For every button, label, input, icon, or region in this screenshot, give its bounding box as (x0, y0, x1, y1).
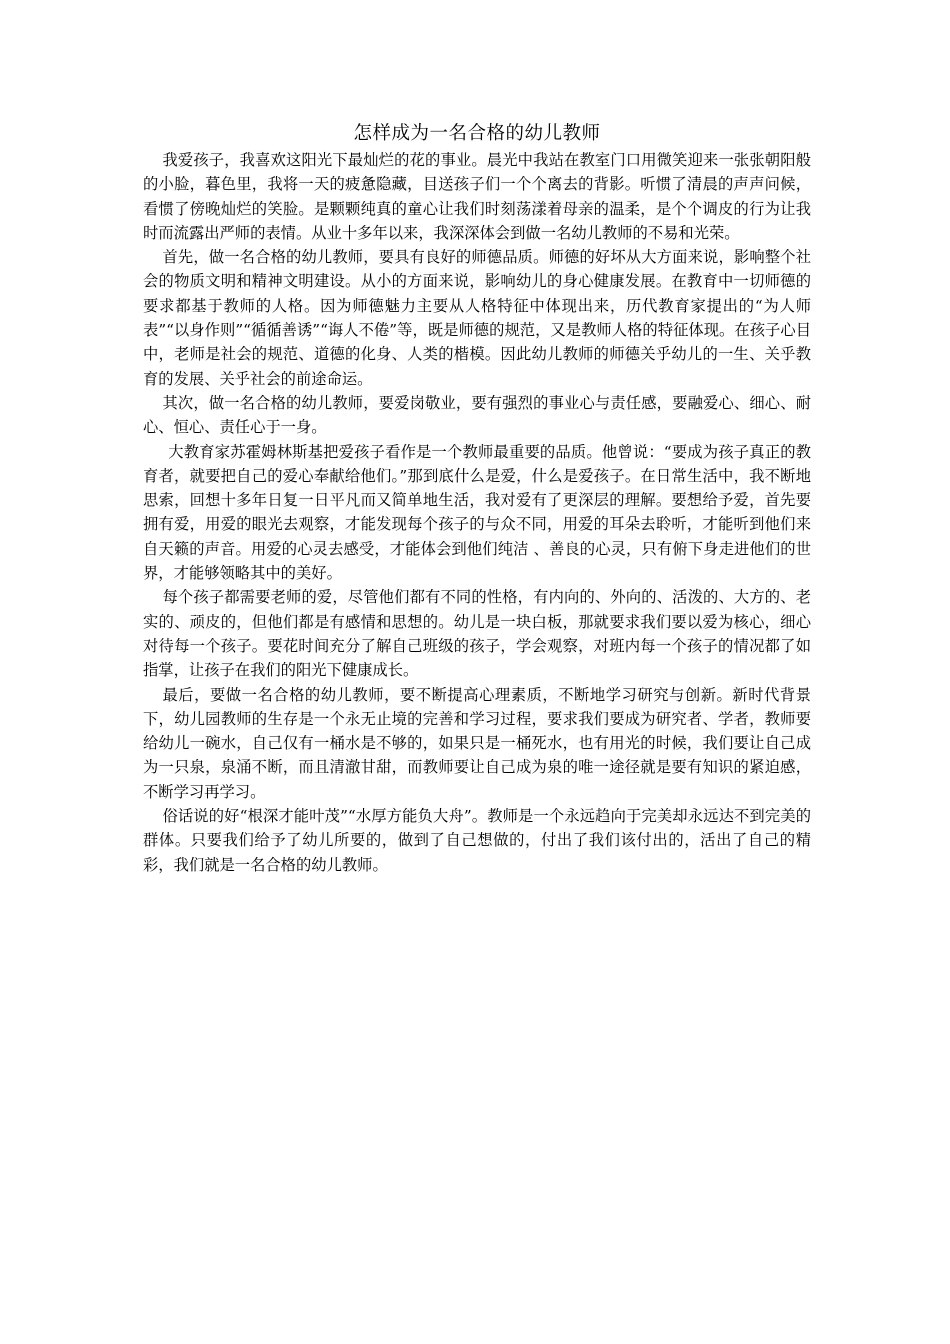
document-title: 怎样成为一名合格的幼儿教师 (353, 123, 601, 144)
paragraph-last-point: 最后，要做一名合格的幼儿教师，要不断提高心理素质，不断地学习研究与创新。新时代背景下，幼儿园教师的生存是一个永无止境的完善和学习过程，要求我们要成为研究者、学者，教师要给幼儿一碗水，自己仅有一桶水是不够的，如果只是一桶死水，也有用光的时候，我们要让自己成为一只泉，泉涌不断，而且清澈甘甜，而教师要让自己成为泉的唯一途径就是要有知识的紧迫感，不断学习再学习。 (143, 685, 811, 801)
document-page (143, 120, 811, 877)
paragraph-conclusion: 俗话说的好“根深才能叶茂”“水厚方能负大舟”。教师是一个永远趋向于完美却永远达不到完美的群体。只要我们给予了幼儿所要的，做到了自己想做的，付出了我们该付出的，活出了自己的精彩，我们就是一名合格的幼儿教师。 (143, 807, 811, 874)
paragraph-every-child: 每个孩子都需要老师的爱，尽管他们都有不同的性格，有内向的、外向的、活泼的、大方的、老实的、顽皮的，但他们都是有感情和思想的。幼儿是一块白板，那就要求我们要以爱为核心，细心对待每一个孩子。要花时间充分了解自己班级的孩子，学会观察，对班内每一个孩子的情况都了如指掌，让孩子在我们的阳光下健康成长。 (143, 588, 811, 680)
paragraph-first-point: 首先，做一名合格的幼儿教师，要具有良好的师德品质。师德的好坏从大方面来说，影响整个社会的物质文明和精神文明建设。从小的方面来说，影响幼儿的身心健康发展。在教育中一切师德的要求都基于教师的人格。因为师德魅力主要从人格特征中体现出来，历代教育家提出的“为人师表”“以身作则”“循循善诱”“诲人不倦”等，既是师德的规范，又是教师人格的特征体现。在孩子心目中，老师是社会的规范、道德的化身、人类的楷模。因此幼儿教师的师德关乎幼儿的一生、关乎教育的发展、关乎社会的前途命运。 (143, 248, 811, 388)
paragraph-sukhomlinsky: 大教育家苏霍姆林斯基把爱孩子看作是一个教师最重要的品质。他曾说：“要成为孩子真正的教育者，就要把自己的爱心奉献给他们。”那到底什么是爱，什么是爱孩子。在日常生活中，我不断地思索，回想十多年日复一日平凡而又简单地生活，我对爱有了更深层的理解。要想给予爱，首先要拥有爱，用爱的眼光去观察，才能发现每个孩子的与众不同，用爱的耳朵去聆听，才能听到他们来自天籁的声音。用爱的心灵去感受，才能体会到他们纯洁 、善良的心灵，只有俯下身走进他们的世界，才能够领略其中的美好。 (143, 442, 811, 583)
paragraph-intro: 我爱孩子，我喜欢这阳光下最灿烂的花的事业。晨光中我站在教室门口用微笑迎来一张张朝阳般的小脸，暮色里，我将一天的疲惫隐藏，目送孩子们一个个离去的背影。听惯了清晨的声声问候，看惯了傍晚灿烂的笑脸。是颗颗纯真的童心让我们时刻荡漾着母亲的温柔，是个个调皮的行为让我时而流露出严师的表情。从业十多年以来，我深深体会到做一名幼儿教师的不易和光荣。 (143, 151, 811, 242)
paragraph-second-point: 其次，做一名合格的幼儿教师，要爱岗敬业，要有强烈的事业心与责任感，要融爱心、细心、耐心、恒心、责任心于一身。 (143, 393, 811, 437)
